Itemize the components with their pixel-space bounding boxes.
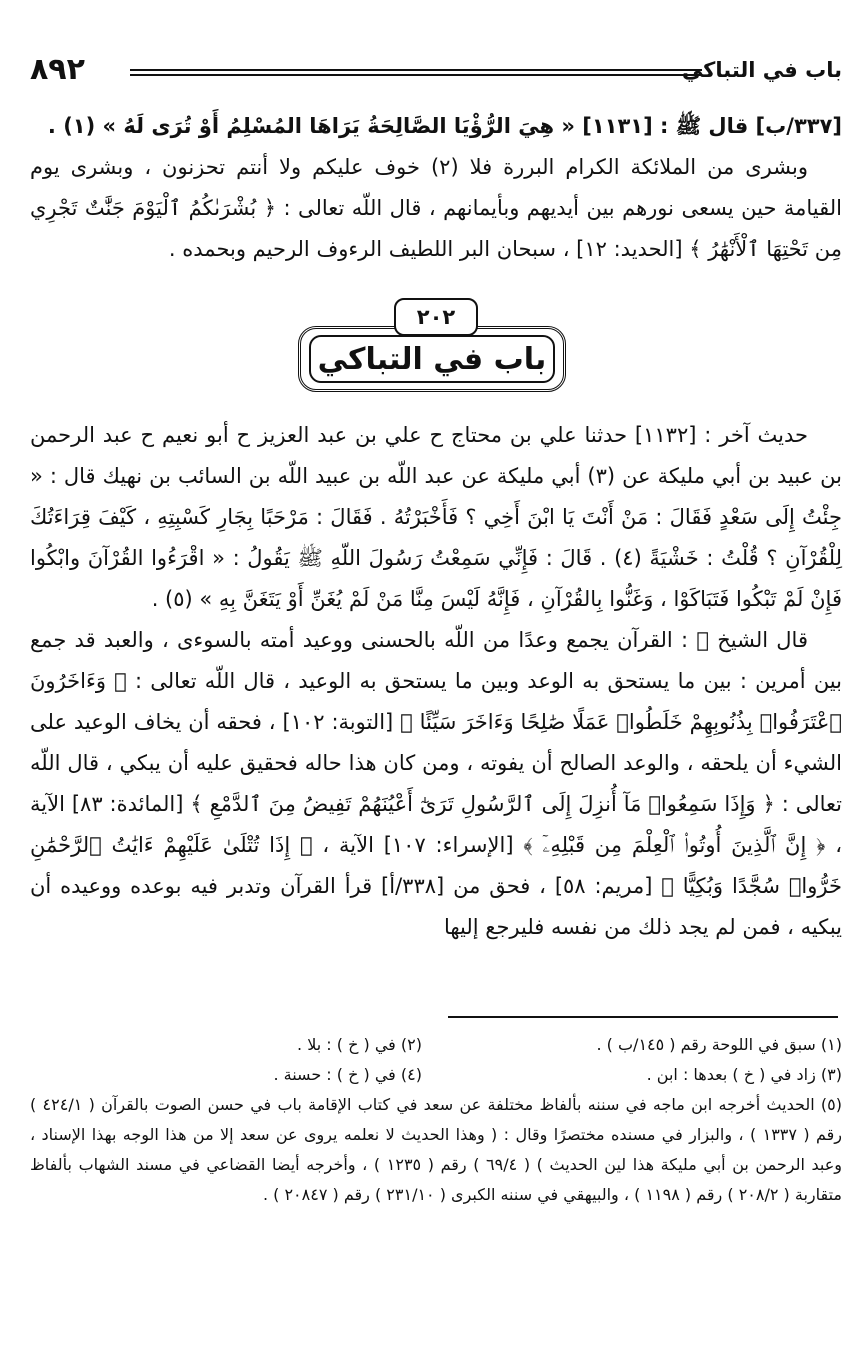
chapter-number: ٢٠٢ — [394, 298, 478, 336]
footnote-row — [30, 1030, 842, 1060]
chapter-title: باب في التباكي — [309, 335, 555, 383]
header-title: باب في التباكي — [681, 58, 842, 82]
hadith-1132: حديث آخر : [١١٣٢] حدثنا علي بن محتاج ح علي بن عبد العزيز ح أبو نعيم ح عبد الرحمن بن عبيد بن أبي مليكة عن (٣) أبي مليكة عن عبد اللّه بن عبيد اللّه بن السائب بن نهيك قال : « جِئْتُ إِلَى سَعْدٍ فَقَالَ : مَنْ أَنْتَ يَا ابْنَ أَخِي ؟ فَأَخْبَرْتُهُ . فَقَالَ : مَرْحَبًا بِجَارِ كَسْبِتِهِ ، كَيْفَ قِرَاءَتُكَ لِلْقُرْآنِ ؟ قُلْتُ : خَشْيَةً (٤) . قَالَ : فَإِنِّي سَمِعْتُ رَسُولَ اللّهِ ﷺ يَقُولُ : « اقْرَءُوا القُرْآنَ وابْكُوا فَإِنْ لَمْ تَبْكُوا فَتَبَاكَوْا ، وَغَنُّوا بِالقُرْآنِ ، فَإِنَّهُ لَيْسَ مِنَّا مَنْ لَمْ يُغَنِّ أَوْ يَتَغَنَّ بِهِ » (٥) . — [30, 423, 842, 611]
footnote-separator — [448, 1016, 838, 1018]
page-number: ٨٩٢ — [30, 52, 85, 87]
footnote-3: (٣) زاد في ( خ ) بعدها : ابن . — [646, 1065, 842, 1084]
opening-text — [30, 106, 842, 270]
chapter-emblem — [292, 298, 576, 402]
footnote-2: (٢) في ( خ ) : بلا . — [297, 1035, 422, 1054]
glad-tidings-paragraph: وبشرى من الملائكة الكرام البررة فلا (٢) خوف عليكم ولا أنتم تحزنون ، وبشرى يوم القيامة حين يسعى نورهم بين أيديهم وبأيمانهم ، قال اللّه تعالى : ﴿ بُشْرَىٰكُمُ ٱلْيَوْمَ جَنَّٰتٌ تَجْرِي مِن تَحْتِهَا ٱلْأَنْهَٰرُ ﴾ [الحديد: ١٢] ، سبحان البر اللطيف الرءوف الرحيم وبحمده . — [30, 155, 842, 261]
hadith-1131: [٣٣٧/ب] قال ﷺ : [١١٣١] « هِيَ الرُّؤْيَا الصَّالِحَةُ يَرَاهَا المُسْلِمُ أَوْ تُرَى لَهُ » (١) . — [47, 114, 842, 138]
commentary-paragraph: قال الشيخ ﷺ : القرآن يجمع وعدًا من اللّه بالحسنى ووعيد أمته بالسوءى ، والعبد قد جمع بين أمرين : بين ما يستحق به الوعد وبين ما يستحق به الوعيد ، قال اللّه تعالى : ﴿ وَءَاخَرُونَ ٱعْتَرَفُوا۟ بِذُنُوبِهِمْ خَلَطُوا۟ عَمَلًا صَٰلِحًا وَءَاخَرَ سَيِّئًا ﴾ [التوبة: ١٠٢] ، فحقه أن يخاف الوعيد على الشيء أن يلحقه ، والوعد الصالح أن يفوته ، ومن كان هذا حاله فحقيق عليه أن يبكي ، قال اللّه تعالى : ﴿ وَإِذَا سَمِعُوا۟ مَآ أُنزِلَ إِلَى ٱلرَّسُولِ تَرَىٰٓ أَعْيُنَهُمْ تَفِيضُ مِنَ ٱلدَّمْعِ ﴾ [المائدة: ٨٣] الآية ، ﴿ إِنَّ ٱلَّذِينَ أُوتُوا۟ ٱلْعِلْمَ مِن قَبْلِهِۦٓ ﴾ [الإسراء: ١٠٧] الآية ، ﴿ إِذَا تُتْلَىٰ عَلَيْهِمْ ءَايَٰتُ ٱلرَّحْمَٰنِ خَرُّوا۟ سُجَّدًا وَبُكِيًّا ﴾ [مريم: ٥٨] ، فحق من [٣٣٨/أ] قرأ القرآن وتدبر فيه بوعده ووعيده أن يبكيه ، فمن لم يجد ذلك من نفسه فليرجع إليها — [30, 628, 843, 939]
footnote-4: (٤) في ( خ ) : حسنة . — [273, 1065, 422, 1084]
header-rule — [130, 69, 702, 76]
footnote-1: (١) سبق في اللوحة رقم ( ١٤٥/ب ) . — [596, 1035, 842, 1054]
footnote-row — [30, 1060, 842, 1090]
footnote-5: (٥) الحديث أخرجه ابن ماجه في سننه بألفاظ مختلفة عن سعد في كتاب الإقامة باب في حسن الصوت بالقرآن ( ٤٢٤/١ ) رقم ( ١٣٣٧ ) ، والبزار في مسنده مختصرًا وقال : ( وهذا الحديث لا نعلمه يروى عن سعد إلا من هذا الوجه بهذا الإسناد ، وعبد الرحمن بن أبي مليكة هذا لين الحديث ) ( ٦٩/٤ ) رقم ( ١٢٣٥ ) ، وأخرجه أيضا القضاعي في مسند الشهاب بألفاظ متقاربة ( ٢٠٨/٢ ) رقم ( ١١٩٨ ) ، والبيهقي في سننه الكبرى ( ٢٣١/١٠ ) رقم ( ٢٠٨٤٧ ) . — [30, 1095, 843, 1204]
main-text — [30, 415, 842, 948]
running-header — [30, 52, 842, 92]
footnotes — [30, 1030, 842, 1210]
